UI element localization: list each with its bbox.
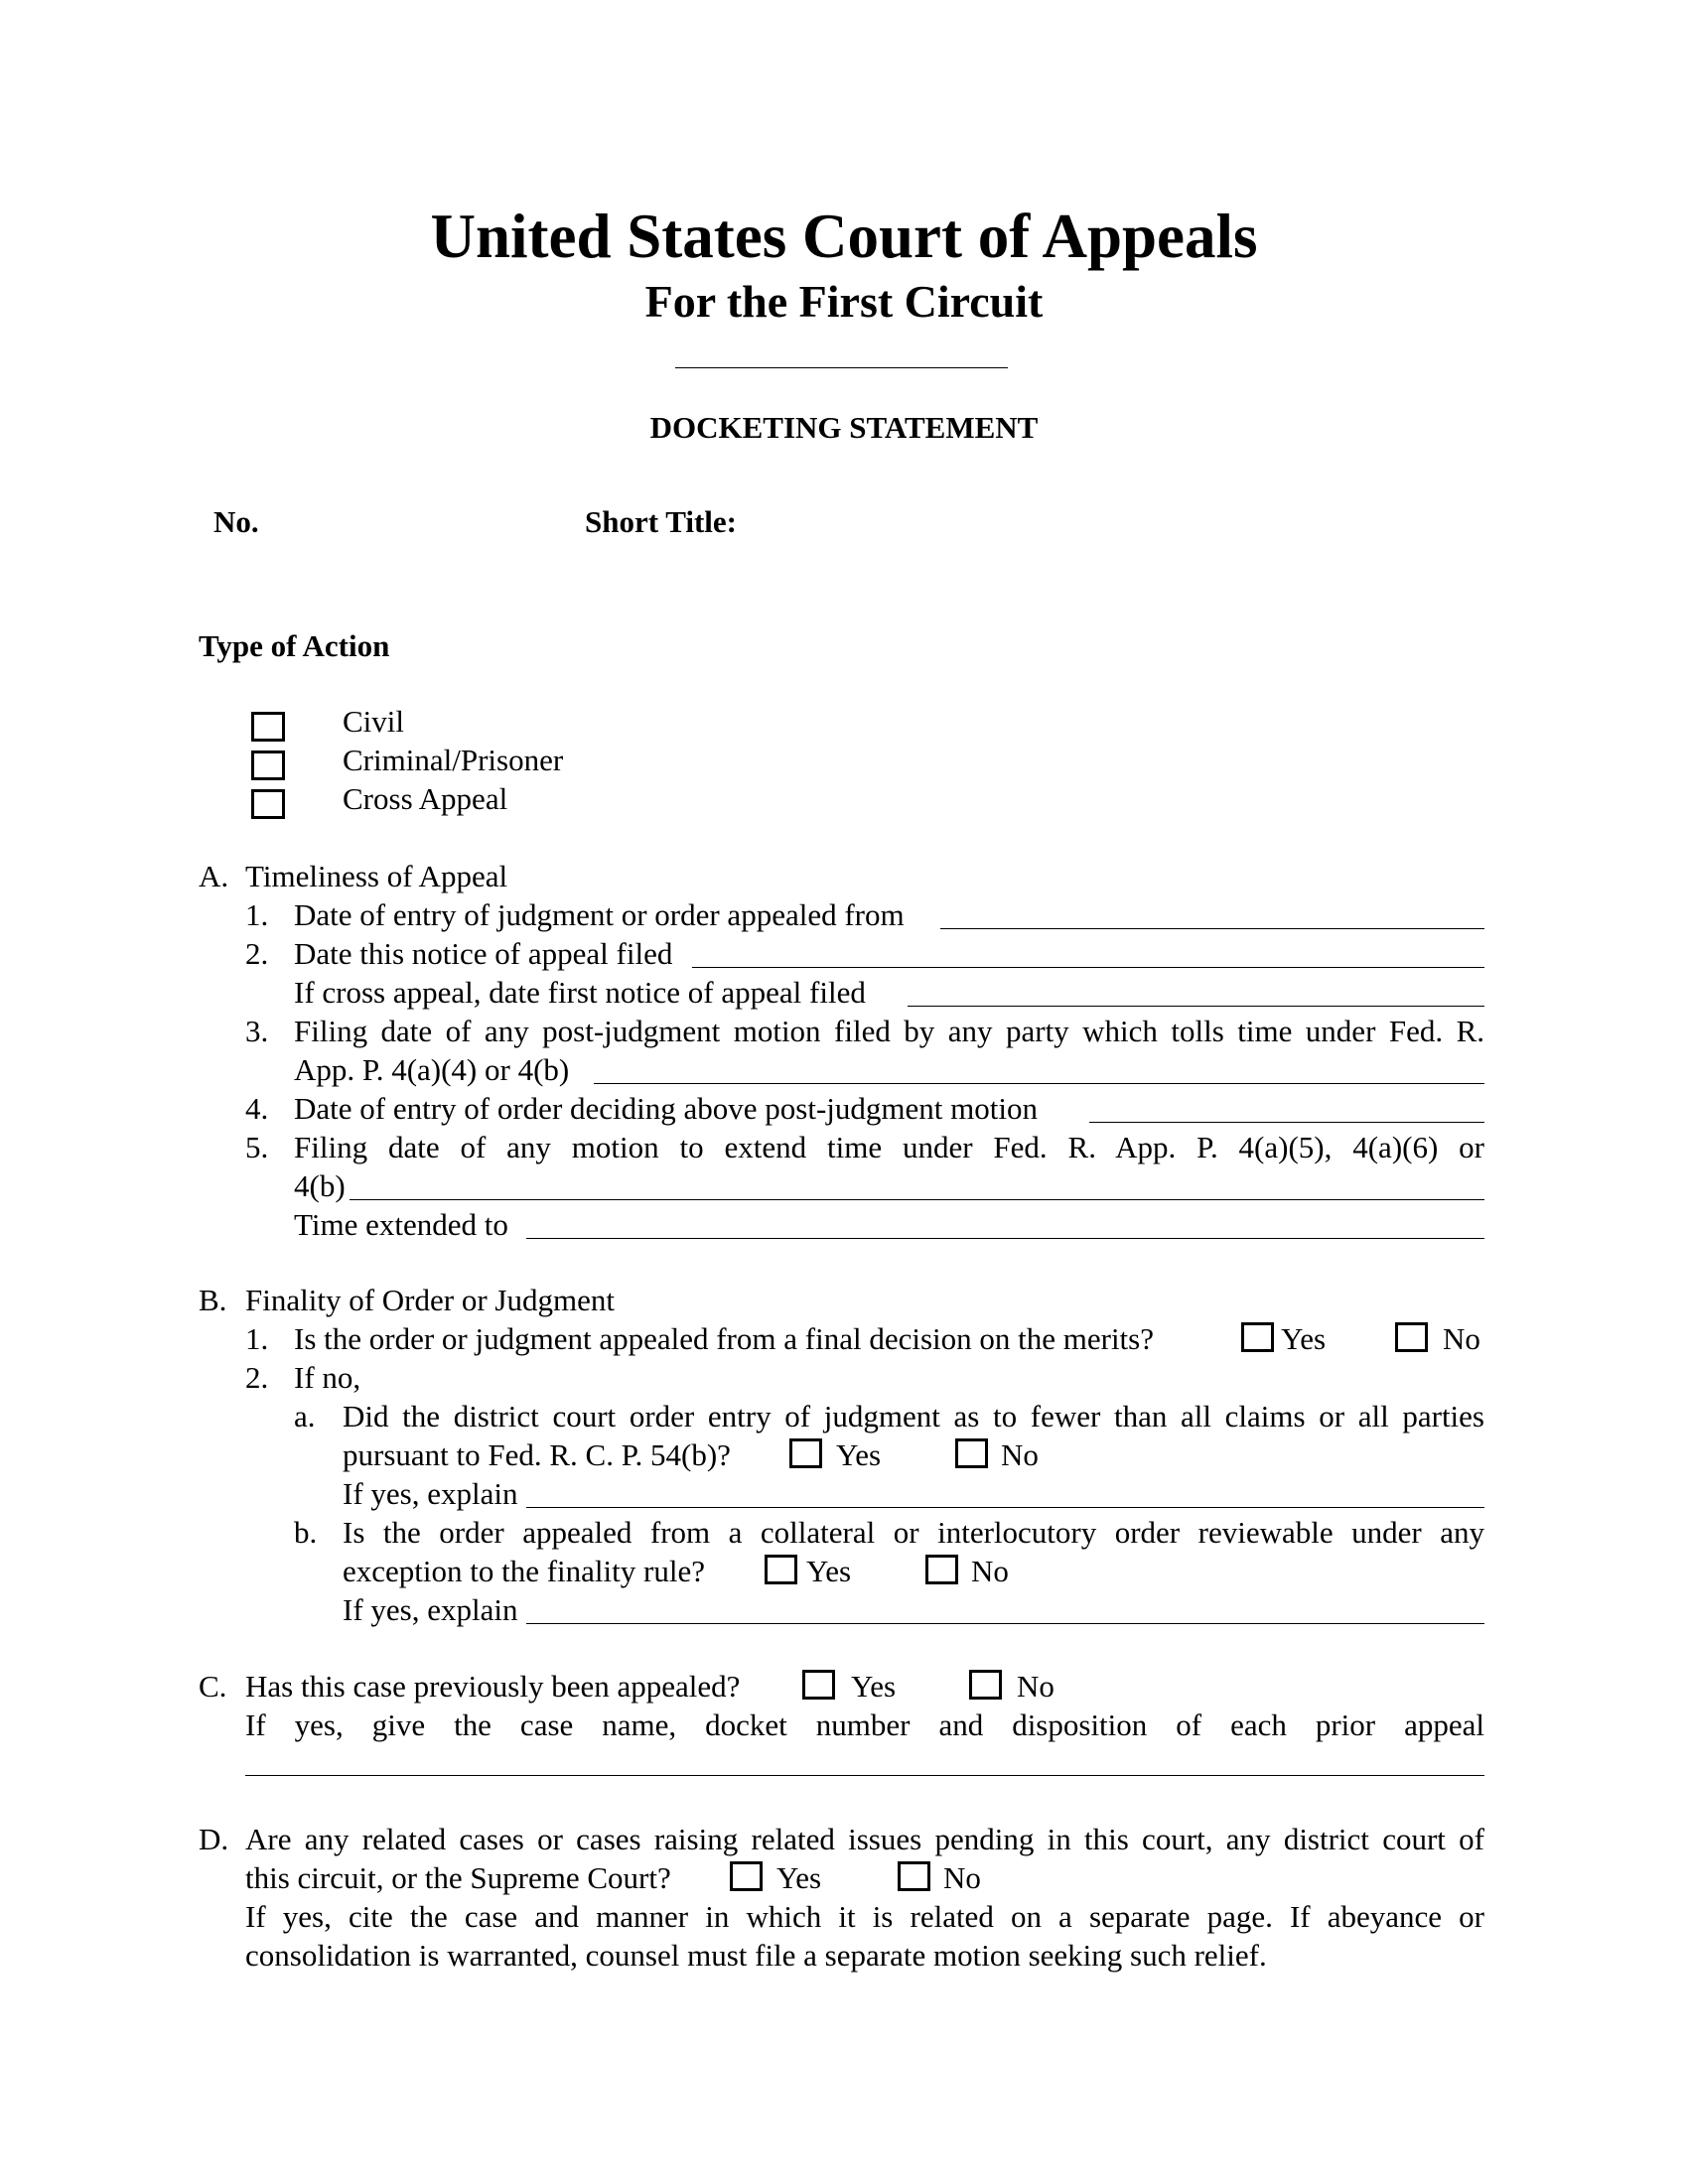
order-deciding-motion-date-field[interactable] xyxy=(1089,1122,1484,1123)
case-number-label: No. xyxy=(213,504,259,539)
b2b-explain-field[interactable] xyxy=(526,1623,1484,1624)
section-d-followup: If yes, cite the case and manner in which it is related on a separate page. If abeyance or xyxy=(245,1899,1484,1934)
b1-yes-checkbox[interactable] xyxy=(1241,1322,1274,1352)
a1-text: Date of entry of judgment or order appealed from xyxy=(294,897,905,932)
b2b-explain-label: If yes, explain xyxy=(343,1592,518,1627)
cross-appeal-date-field[interactable] xyxy=(908,1006,1484,1007)
b2b-yes-checkbox[interactable] xyxy=(765,1555,797,1584)
d-no-checkbox[interactable] xyxy=(898,1861,930,1891)
b2b-letter: b. xyxy=(294,1515,318,1550)
a5-text-cont: 4(b) xyxy=(294,1168,346,1203)
b1-number: 1. xyxy=(245,1321,269,1356)
d-yes-label: Yes xyxy=(776,1860,822,1895)
section-c-followup: If yes, give the case name, docket number and disposition of each prior appeal xyxy=(245,1707,1484,1742)
b2b-question: Is the order appealed from a collateral or interlocutory order reviewable under any xyxy=(343,1515,1484,1550)
c-no-checkbox[interactable] xyxy=(969,1670,1002,1700)
section-a-title: Timeliness of Appeal xyxy=(245,859,508,893)
c-yes-checkbox[interactable] xyxy=(802,1670,835,1700)
b2a-no-label: No xyxy=(1001,1437,1039,1472)
a3-text-cont: App. P. 4(a)(4) or 4(b) xyxy=(294,1052,570,1087)
a5-text: Filing date of any motion to extend time under Fed. R. App. P. 4(a)(5), 4(a)(6) or xyxy=(294,1130,1484,1164)
notice-of-appeal-date-field[interactable] xyxy=(692,967,1484,968)
c-no-label: No xyxy=(1017,1669,1055,1704)
a5-number: 5. xyxy=(245,1130,269,1164)
a3-number: 3. xyxy=(245,1014,269,1048)
short-title-label: Short Title: xyxy=(585,504,738,539)
title-divider xyxy=(675,367,1008,368)
section-d-label: D. xyxy=(199,1822,229,1856)
b2a-explain-label: If yes, explain xyxy=(343,1476,518,1511)
b1-no-checkbox[interactable] xyxy=(1395,1322,1428,1352)
criminal-prisoner-label: Criminal/Prisoner xyxy=(343,743,564,777)
extend-time-motion-date-field[interactable] xyxy=(350,1199,1484,1200)
a2-cross-text: If cross appeal, date first notice of appeal filed xyxy=(294,975,866,1010)
post-judgment-motion-date-field[interactable] xyxy=(594,1083,1484,1084)
b2a-question: Did the district court order entry of judgment as to fewer than all claims or all parties xyxy=(343,1399,1484,1433)
section-d-followup-cont: consolidation is warranted, counsel must file a separate motion seeking such relief. xyxy=(245,1938,1267,1973)
b1-question: Is the order or judgment appealed from a final decision on the merits? xyxy=(294,1321,1154,1356)
document-heading: DOCKETING STATEMENT xyxy=(649,410,1039,445)
section-c-question: Has this case previously been appealed? xyxy=(245,1669,741,1704)
civil-checkbox[interactable] xyxy=(251,712,285,742)
d-no-label: No xyxy=(943,1860,981,1895)
b2a-no-checkbox[interactable] xyxy=(955,1438,988,1468)
b2b-question-cont: exception to the finality rule? xyxy=(343,1554,705,1588)
b2b-no-label: No xyxy=(971,1554,1009,1588)
a5-time-extended-text: Time extended to xyxy=(294,1207,508,1242)
a3-text: Filing date of any post-judgment motion filed by any party which tolls time under Fed. R. xyxy=(294,1014,1484,1048)
a4-number: 4. xyxy=(245,1091,269,1126)
criminal-prisoner-checkbox[interactable] xyxy=(251,751,285,780)
b2-number: 2. xyxy=(245,1360,269,1395)
b2a-letter: a. xyxy=(294,1399,316,1433)
b2a-yes-label: Yes xyxy=(836,1437,882,1472)
section-b-title: Finality of Order or Judgment xyxy=(245,1283,615,1317)
section-b-label: B. xyxy=(199,1283,227,1317)
section-c-label: C. xyxy=(199,1669,227,1704)
cross-appeal-label: Cross Appeal xyxy=(343,781,508,816)
a4-text: Date of entry of order deciding above post-judgment motion xyxy=(294,1091,1038,1126)
section-d-question-cont: this circuit, or the Supreme Court? xyxy=(245,1860,671,1895)
b2b-yes-label: Yes xyxy=(806,1554,852,1588)
section-a-label: A. xyxy=(199,859,229,893)
d-yes-checkbox[interactable] xyxy=(730,1861,763,1891)
b2b-no-checkbox[interactable] xyxy=(925,1555,958,1584)
cross-appeal-checkbox[interactable] xyxy=(251,789,285,819)
civil-label: Civil xyxy=(343,704,405,739)
time-extended-field[interactable] xyxy=(526,1238,1484,1239)
b1-yes-label: Yes xyxy=(1281,1321,1327,1356)
a2-number: 2. xyxy=(245,936,269,971)
circuit-subtitle: For the First Circuit xyxy=(644,276,1044,327)
c-yes-label: Yes xyxy=(851,1669,897,1704)
b2-text: If no, xyxy=(294,1360,361,1395)
prior-appeal-details-field[interactable] xyxy=(245,1775,1484,1776)
a2-text: Date this notice of appeal filed xyxy=(294,936,673,971)
type-of-action-heading: Type of Action xyxy=(199,628,390,663)
b1-no-label: No xyxy=(1443,1321,1480,1356)
b2a-question-cont: pursuant to Fed. R. C. P. 54(b)? xyxy=(343,1437,731,1472)
b2a-yes-checkbox[interactable] xyxy=(789,1438,822,1468)
a1-number: 1. xyxy=(245,897,269,932)
judgment-date-field[interactable] xyxy=(940,928,1484,929)
b2a-explain-field[interactable] xyxy=(526,1507,1484,1508)
section-d-question: Are any related cases or cases raising related issues pending in this court, any district court of xyxy=(245,1822,1484,1856)
court-title: United States Court of Appeals xyxy=(430,202,1258,271)
